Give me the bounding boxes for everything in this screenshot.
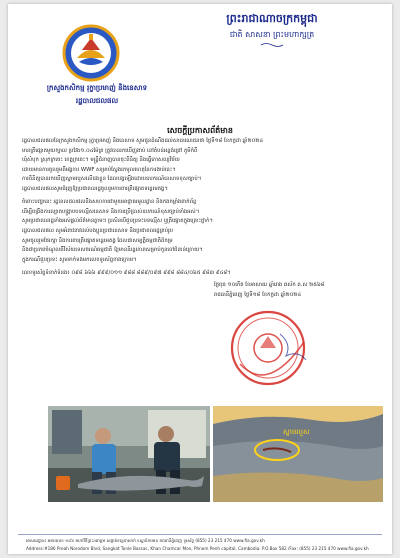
wound-label: ស្នាមរបួស (283, 428, 310, 436)
paragraph-2 (22, 198, 376, 227)
footer-address-khmer: អាសយដ្ឋាន៖ អគារលេខ ១៨៦ មហាវិថីព្រះនរោត្តម សង្កាត់ទន្លេបាសាក់ ខណ្ឌចំការមន រាជធានីភ្នំពេញ ទូរស័ព្ទ (855) 23 215 470 www.fia.gov.kh (26, 538, 265, 543)
dolphin-wound-photo (213, 406, 383, 502)
document-title: សេចក្តីប្រកាសព័ត៌មាន (167, 126, 233, 135)
paragraph-line: ក្នុងករណីជួបប្រទះ សូមទាក់ទងមកលេខទូរស័ព្ទខាងក្រោម។ (22, 256, 137, 263)
kingdom-heading: ព្រះរាជាណាចក្រកម្ពុជា (226, 12, 318, 25)
footer-divider (18, 534, 382, 535)
dolphin-examination-photo (48, 406, 210, 502)
official-seal-icon (220, 304, 320, 392)
paragraph-line: មានត្រីផ្សោតមួយក្បាល ប្រវែង១.០៤ម៉ែត្រ ត្រូវបានរកឃើញងាប់ នៅតំបន់អន្លង់ជ្រៅ ភូមិកំពី (22, 147, 198, 154)
footer-address-english: Address:#186 Preah Norodom Blvd, Sangkat Tonle Bassac, Khan Chamcar Mon, Phnom Penh capital, Cambodia. P.O.Box 582 /Fax: (855) 23 215 470 www.fia.gov.kh (26, 546, 369, 551)
paragraph-line: ការពិនិត្យបានរកឃើញស្នាមរបួសលើដងខ្លួន ដែលបង្កឡើងដោយឧបករណ៍នេសាទខុសច្បាប់។ (22, 176, 202, 183)
contact-line: លេខទូរស័ព្ទទំនាក់ទំនង៖ ០៩៨ ៦៦៦ ៩៩៩/០១១ ៩៨៨ ៨៨៩/០៩៧ ៩៩៨ ៨៨៤/០៦៥ ៩៨៣ ៩៤៨។ (22, 270, 231, 276)
paragraph-line: ចំពោះបញ្ហានេះ រដ្ឋបាលជលផលនឹងសហការជាមួយអាជ្ញាធរមូលដ្ឋាន និងកងកម្លាំងពាក់ព័ន្ធ (22, 199, 197, 205)
national-motto: ជាតិ សាសនា ព្រះមហាក្សត្រ (229, 30, 315, 39)
press-release-page (8, 4, 392, 554)
paragraph-line: សូមចូលរួមថែរក្សា និងការពារត្រីផ្សោតទន្លេមេគង្គ ដែលជាសម្បត្តិធម្មជាតិដ៏កម្រ (22, 237, 173, 244)
paragraph-line: និងជាប្រភពចំណូលពីវិស័យទេសចរណ៍ធម្មជាតិ ឱ្យមាននិរន្តរភាពសម្រាប់កូនចៅជំនាន់ក្រោយ។ (22, 247, 203, 254)
paragraph-1 (22, 137, 376, 195)
solar-date: រាជធានីភ្នំពេញ ថ្ងៃទី១៨ ខែកក្កដា ឆ្នាំ២០២៤ (214, 292, 302, 298)
lunar-date: ថ្ងៃពុធ ១០កើត ខែអាសាឍ ឆ្នាំរោង ឆស័ក ព.ស ២៥៦៨ (214, 282, 325, 288)
paragraph-line: សូមប្រជាពលរដ្ឋទាំងអស់ផ្តល់ព័ត៌មានភ្លាមៗ ប្រសិនបើជួបប្រទះបទល្មើស ឬត្រីផ្សោតក្នុងគ្រោះថ្នាក់។ (22, 218, 213, 225)
paragraph-line: ដោយមានការចូលរួមពីអង្គការ WWF សម្រាប់ស្វែងរកមូលហេតុនៃការងាប់នេះ។ (22, 166, 176, 173)
fisheries-administration-logo-icon (62, 24, 120, 82)
paragraph-line: រដ្ឋបាលជលផលសូមជំរុញឱ្យប្រជាពលរដ្ឋចូលរួមការពារត្រីផ្សោតទន្លេមេគង្គ។ (22, 185, 168, 192)
paragraph-line: ដើម្បីពង្រឹងការល្បាតបង្ក្រាបបទល្មើសនេសាទ និងការប្រើប្រាស់ឧបករណ៍ខុសច្បាប់ទាំងអស់។ (22, 208, 200, 215)
ministry-name: ក្រសួងកសិកម្ម រុក្ខាប្រមាញ់ និងនេសាទ (46, 84, 148, 92)
administration-name: រដ្ឋបាលជលផល (75, 97, 119, 105)
paragraph-line: រដ្ឋបាលជលផល សូមអំពាវនាវដល់បងប្អូនប្រជានេសាទ និងប្រជាពលរដ្ឋគ្រប់រូប (22, 228, 173, 234)
ornament-divider-icon (260, 42, 284, 48)
paragraph-line: រដ្ឋបាលជលផលនៃក្រសួងកសិកម្ម រុក្ខាប្រមាញ់ និងនេសាទ សូមជូនដំណឹងដល់សាធារណជនថា ថ្ងៃទី១៨ ខែកក្កដា ឆ្នាំ២០២៤ (22, 138, 264, 144)
paragraph-3 (22, 227, 376, 265)
paragraph-line: ឃុំសំបុក ស្រុកក្រចេះ ខេត្តក្រចេះ។ មន្ត្រីជំនាញបានចុះពិនិត្យ និងធ្វើកោសល្យវិច័យ (22, 157, 180, 164)
